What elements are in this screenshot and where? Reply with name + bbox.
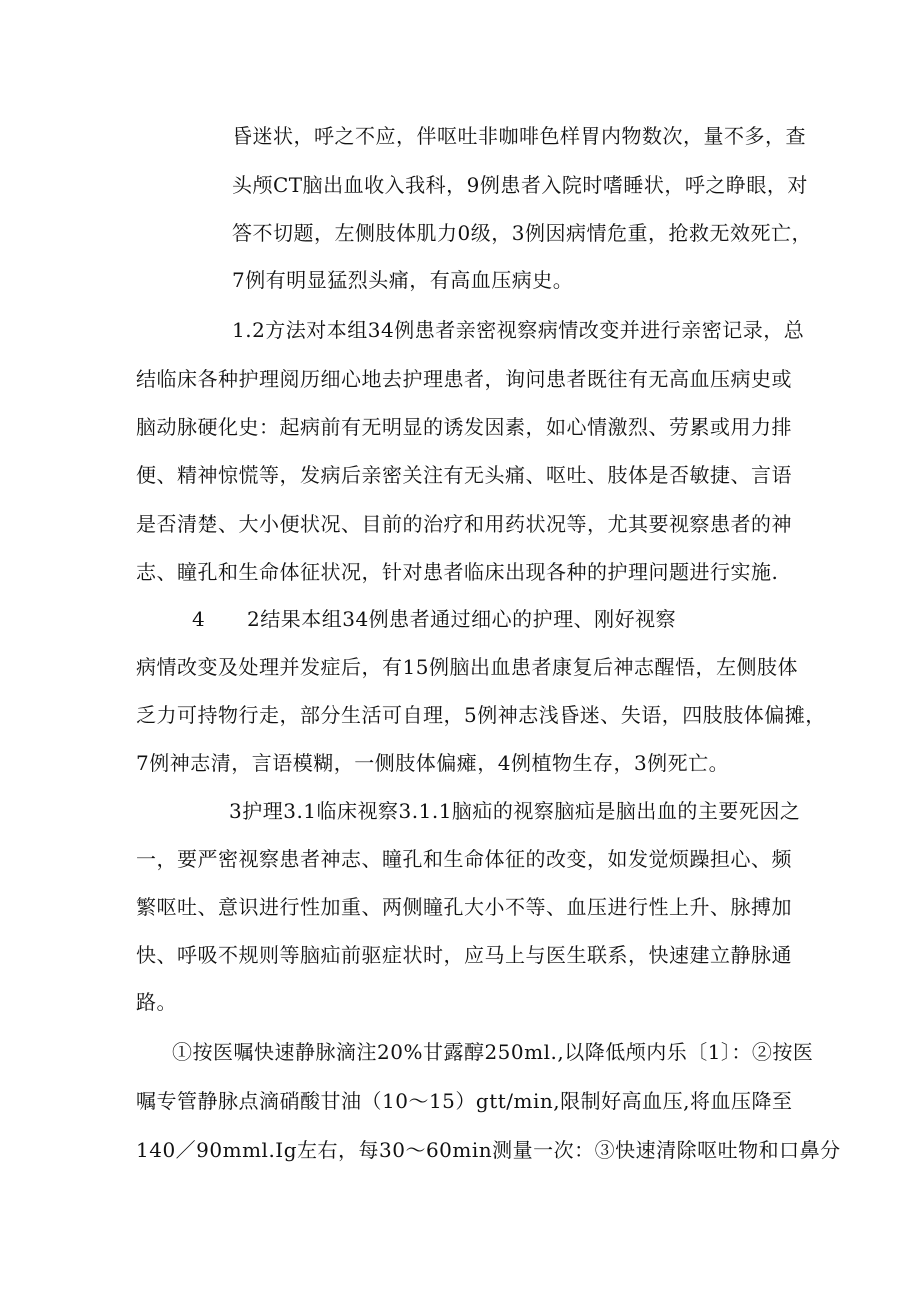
section-number: 4 [192, 607, 206, 631]
paragraph-5-line-3: 140／90mml.Ig左右，每30～60min测量一次：③快速清除呕吐物和口鼻分 [136, 1138, 841, 1162]
paragraph-3-line-3: 7例神志清，言语模糊，一侧肢体偏瘫，4例植物生存，3例死亡。 [136, 751, 730, 775]
paragraph-4-line-1: 3护理3.1临床视察3.1.1脑疝的视察脑疝是脑出血的主要死因之 [229, 799, 801, 823]
paragraph-2-line-1: 1.2方法对本组34例患者亲密视察病情改变并进行亲密记录，总 [232, 318, 805, 342]
paragraph-4-line-3: 繁呕吐、意识进行性加重、两侧瞳孔大小不等、血压进行性上升、脉搏加 [136, 895, 792, 919]
paragraph-2-line-6: 志、瞳孔和生命体征状况，针对患者临床出现各种的护理问题进行实施. [136, 560, 779, 584]
paragraph-4-line-2: 一，要严密视察患者神志、瞳孔和生命体征的改变，如发觉烦躁担心、频 [136, 847, 792, 871]
paragraph-4-line-4: 快、呼吸不规则等脑疝前驱症状时，应马上与医生联系，快速建立静脉通 [136, 943, 792, 967]
paragraph-1-line-3: 答不切题，左侧肢体肌力0级，3例因病情危重，抢救无效死亡， [232, 221, 812, 245]
paragraph-3-line-2: 乏力可持物行走，部分生活可自理，5例神志浅昏迷、失语，四肢肢体偏摊， [136, 703, 826, 727]
paragraph-1-line-1: 昏迷状，呼之不应，伴呕吐非咖啡色样胃内物数次，量不多，查 [232, 124, 806, 148]
paragraph-4-line-5: 路。 [136, 990, 177, 1014]
section-heading-text: 2结果本组34例患者通过细心的护理、刚好视察 [247, 607, 677, 631]
paragraph-2-line-2: 结临床各种护理阅历细心地去护理患者，询问患者既往有无高血压病史或 [136, 367, 792, 391]
paragraph-2-line-5: 是否清楚、大小便状况、目前的治疗和用药状况等，尤其要视察患者的神 [136, 512, 792, 536]
paragraph-1-line-4: 7例有明显猛烈头痛，有高血压病史。 [232, 268, 574, 292]
paragraph-1-line-2: 头颅CT脑出血收入我科，9例患者入院时嗜睡状，呼之睁眼，对 [232, 173, 808, 197]
paragraph-5-line-1: ①按医嘱快速静脉滴注20%甘露醇250ml.,以降低颅内乐〔1〕：②按医 [172, 1040, 814, 1064]
paragraph-2-line-4: 便、精神惊慌等，发病后亲密关注有无头痛、呕吐、肢体是否敏捷、言语 [136, 463, 792, 487]
paragraph-2-line-3: 脑动脉硬化史：起病前有无明显的诱发因素，如心情激烈、劳累或用力排 [136, 415, 792, 439]
paragraph-3-line-1: 病情改变及处理并发症后，有15例脑出血患者康复后神志醒悟，左侧肢体 [136, 655, 798, 679]
paragraph-5-line-2: 嘱专管静脉点滴硝酸甘油（10～15）gtt/min,限制好高血压,将血压降至 [136, 1089, 793, 1113]
